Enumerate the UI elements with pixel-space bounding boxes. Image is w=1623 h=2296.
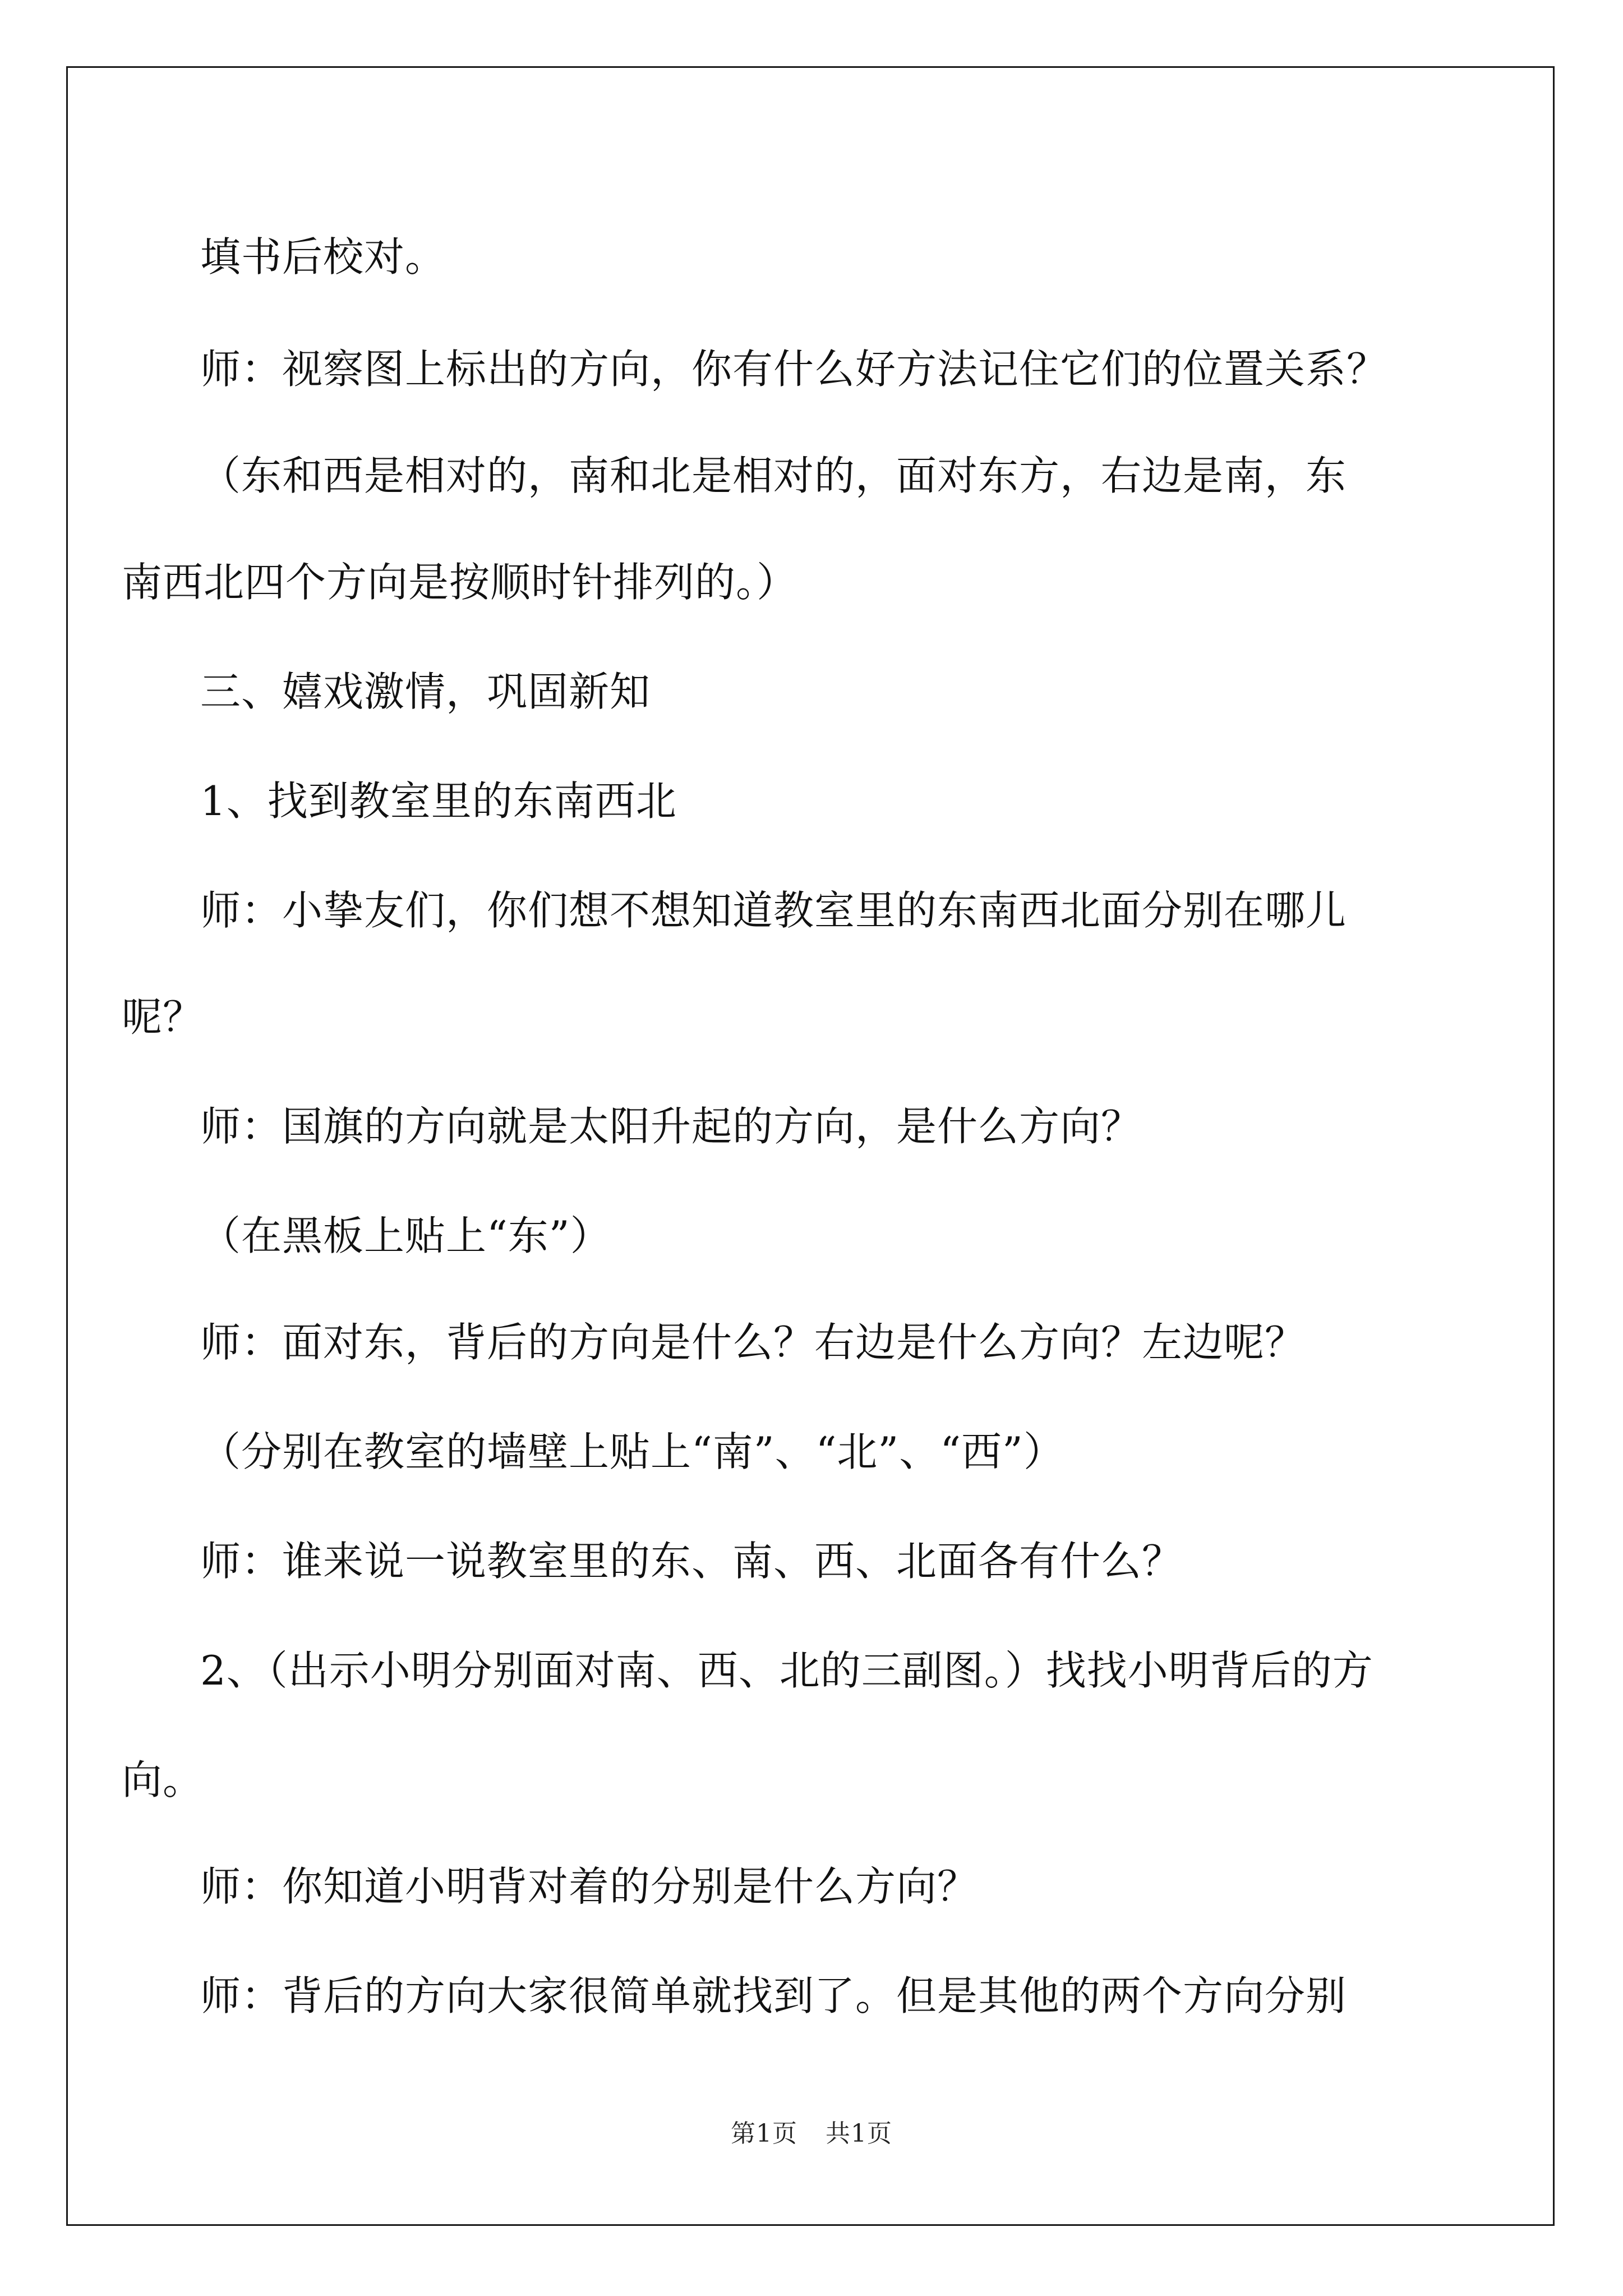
paragraph-11: 师：谁来说一说教室里的东、南、西、北面各有什么？ — [200, 1538, 1183, 1585]
paragraph-6: 师：小挚友们，你们想不想知道教室里的东南西北面分别在哪儿 — [200, 887, 1347, 934]
paragraph-8: （在黑板上贴上“东”） — [200, 1212, 611, 1259]
paragraph-7: 师：国旗的方向就是太阳升起的方向，是什么方向？ — [200, 1103, 1142, 1150]
paragraph-3: （东和西是相对的，南和北是相对的，面对东方，右边是南，东 — [200, 452, 1347, 499]
paragraph-13: 师：你知道小明背对着的分别是什么方向？ — [200, 1863, 979, 1910]
page-footer — [0, 2117, 1623, 2151]
paragraph-2: 师：视察图上标出的方向，你有什么好方法记住它们的位置关系？ — [200, 346, 1388, 393]
paragraph-10: （分别在教室的墙壁上贴上“南”、“北”、“西”） — [200, 1428, 1064, 1475]
paragraph-12: 2、（出示小明分别面对南、西、北的三副图。）找找小明背后的方 — [200, 1647, 1373, 1694]
paragraph-9: 师：面对东，背后的方向是什么？右边是什么方向？左边呢？ — [200, 1319, 1306, 1366]
paragraph-1: 填书后校对。 — [200, 233, 446, 280]
paragraph-14: 师：背后的方向大家很简单就找到了。但是其他的两个方向分别 — [200, 1972, 1347, 2019]
paragraph-6-continuation: 呢？ — [122, 993, 204, 1041]
page-total: 共1页 — [826, 2119, 892, 2148]
section-heading-3: 三、嬉戏激情，巩固新知 — [200, 668, 651, 715]
paragraph-3-continuation: 南西北四个方向是按顺时针排列的。） — [122, 559, 798, 606]
page-number: 第1页 — [731, 2119, 797, 2148]
subheading-1: 1、找到教室里的东南西北 — [200, 777, 677, 825]
paragraph-12-continuation: 向。 — [122, 1756, 204, 1803]
